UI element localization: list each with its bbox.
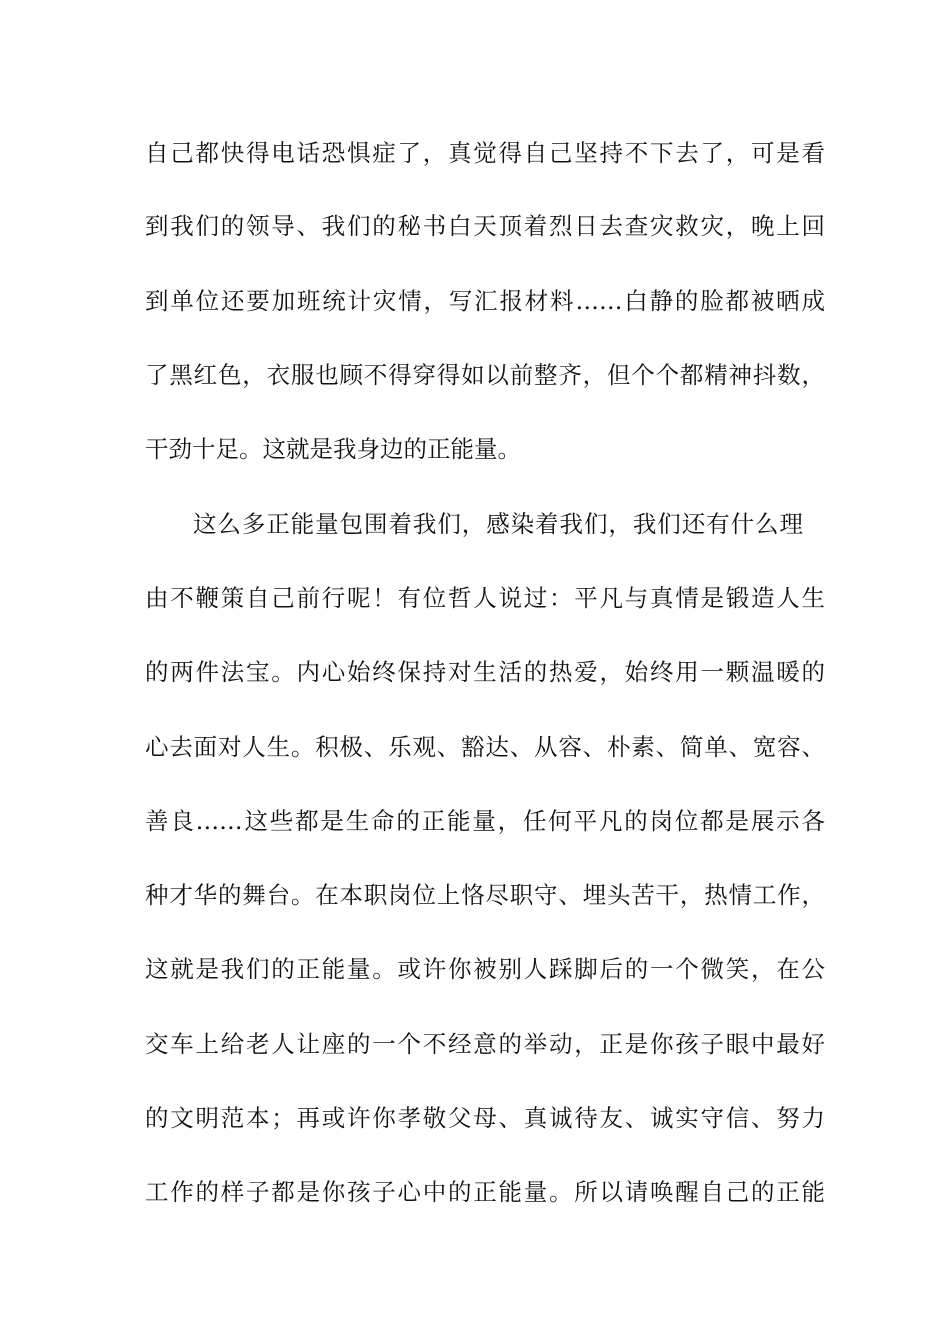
text-line-10: 善良……这些都是生命的正能量，任何平凡的岗位都是展示各 — [145, 807, 825, 835]
text-line-8: 的两件法宝。内心始终保持对生活的热爱，始终用一颗温暖的 — [145, 658, 825, 686]
text-line-14: 的文明范本；再或许你孝敬父母、真诚待友、诚实守信、努力 — [145, 1104, 825, 1132]
text-line-7: 由不鞭策自己前行呢！有位哲人说过：平凡与真情是锻造人生 — [145, 584, 825, 612]
text-line-2: 到我们的领导、我们的秘书白天顶着烈日去查灾救灾，晚上回 — [145, 212, 825, 240]
text-line-9: 心去面对人生。积极、乐观、豁达、从容、朴素、简单、宽容、 — [145, 733, 825, 761]
text-line-13: 交车上给老人让座的一个不经意的举动，正是你孩子眼中最好 — [145, 1030, 825, 1058]
text-line-3: 到单位还要加班统计灾情，写汇报材料……白静的脸都被晒成 — [145, 287, 825, 315]
paragraph-first-line: 这么多正能量包围着我们，感染着我们，我们还有什么理 — [193, 510, 803, 538]
text-line-5: 干劲十足。这就是我身边的正能量。 — [145, 435, 521, 463]
text-line-4: 了黑红色，衣服也顾不得穿得如以前整齐，但个个都精神抖数， — [145, 361, 825, 389]
text-line-11: 种才华的舞台。在本职岗位上恪尽职守、埋头苦干，热情工作， — [145, 881, 825, 909]
text-line-12: 这就是我们的正能量。或许你被别人踩脚后的一个微笑，在公 — [145, 955, 825, 983]
text-line-15: 工作的样子都是你孩子心中的正能量。所以请唤醒自己的正能 — [145, 1178, 825, 1206]
text-line-1: 自己都快得电话恐惧症了，真觉得自己坚持不下去了，可是看 — [145, 139, 825, 167]
